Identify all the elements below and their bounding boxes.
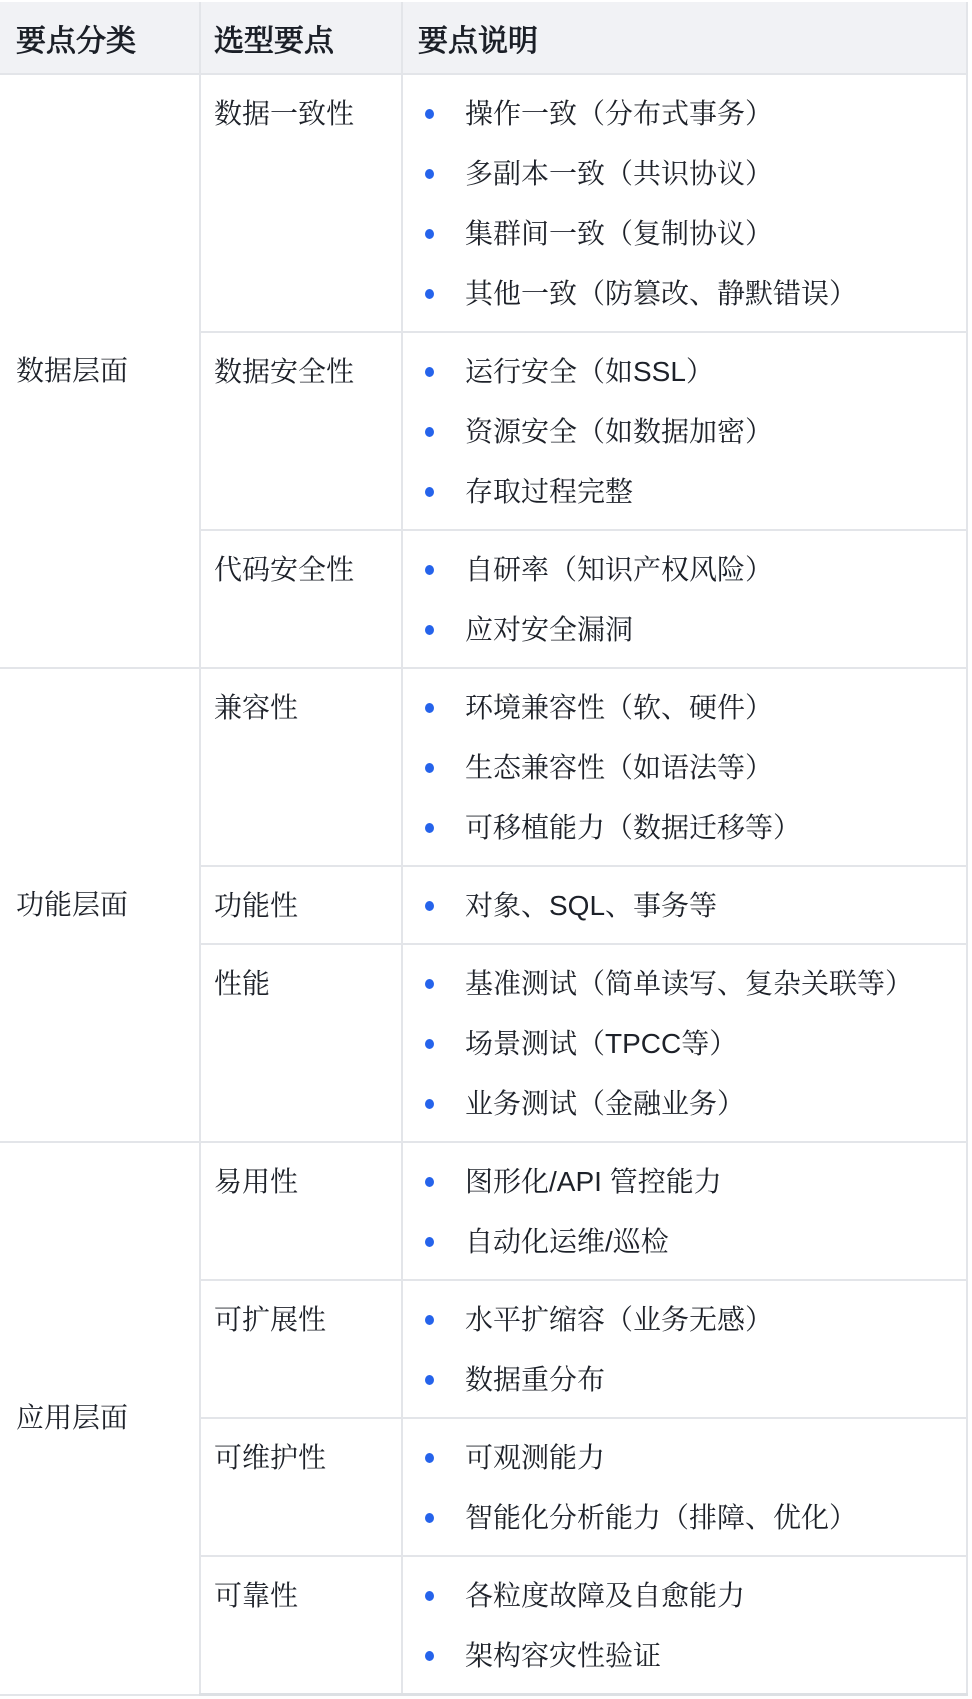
aspect-cell: 功能性 [200, 866, 402, 944]
bullet-icon [425, 823, 434, 833]
bullet-item [403, 677, 966, 737]
bullet-text: 架构容灾性验证 [465, 1640, 662, 1671]
bullet-icon [425, 1375, 434, 1385]
bullet-text: 水平扩缩容（业务无感） [465, 1304, 774, 1335]
bullet-icon [425, 367, 434, 377]
bullet-text: 操作一致（分布式事务） [465, 98, 774, 129]
bullet-item [403, 875, 966, 935]
bullet-text: 集群间一致（复制协议） [465, 218, 774, 249]
bullet-text: 对象、SQL、事务等 [465, 890, 718, 921]
bullet-item [403, 341, 966, 401]
bullet-icon [425, 1315, 434, 1325]
category-cell: 数据层面 [0, 74, 200, 668]
selection-criteria-table [0, 2, 968, 1696]
bullet-item [403, 83, 966, 143]
aspect-cell: 兼容性 [200, 668, 402, 866]
bullet-text: 存取过程完整 [465, 476, 634, 507]
bullet-text: 生态兼容性（如语法等） [465, 752, 774, 783]
description-cell [402, 1418, 967, 1556]
bullet-text: 可观测能力 [465, 1442, 606, 1473]
bullet-text: 图形化/API 管控能力 [465, 1166, 722, 1197]
bullet-text: 各粒度故障及自愈能力 [465, 1580, 746, 1611]
bullet-text: 自研率（知识产权风险） [465, 554, 774, 585]
bullet-icon [425, 763, 434, 773]
bullet-item [403, 1427, 966, 1487]
bullet-text: 其他一致（防篡改、静默错误） [465, 278, 858, 309]
bullet-text: 多副本一致（共识协议） [465, 158, 774, 189]
bullet-icon [425, 1039, 434, 1049]
bullet-text: 自动化运维/巡检 [465, 1226, 669, 1257]
bullet-list [403, 1151, 966, 1271]
bullet-item [403, 203, 966, 263]
bullet-text: 智能化分析能力（排障、优化） [465, 1502, 858, 1533]
bullet-icon [425, 979, 434, 989]
bullet-item [403, 1625, 966, 1685]
bullet-icon [425, 565, 434, 575]
bullet-icon [425, 1099, 434, 1109]
bullet-list [403, 1427, 966, 1547]
bullet-icon [425, 1453, 434, 1463]
bullet-list [403, 953, 966, 1133]
bullet-item [403, 737, 966, 797]
bullet-icon [425, 1237, 434, 1247]
aspect-cell: 数据安全性 [200, 332, 402, 530]
bullet-item [403, 1289, 966, 1349]
bullet-item [403, 1349, 966, 1409]
bullet-item [403, 797, 966, 857]
bullet-list [403, 677, 966, 857]
bullet-icon [425, 289, 434, 299]
category-cell: 应用层面 [0, 1142, 200, 1695]
aspect-cell: 代码安全性 [200, 530, 402, 668]
bullet-text: 应对安全漏洞 [465, 614, 634, 645]
bullet-text: 场景测试（TPCC等） [465, 1028, 738, 1059]
bullet-icon [425, 229, 434, 239]
bullet-item [403, 599, 966, 659]
bullet-text: 数据重分布 [465, 1364, 606, 1395]
aspect-cell: 性能 [200, 944, 402, 1142]
description-cell [402, 530, 967, 668]
bullet-item [403, 143, 966, 203]
table-body [0, 74, 967, 1695]
column-header-category: 要点分类 [0, 2, 200, 74]
bullet-item [403, 1013, 966, 1073]
table-row [0, 1142, 967, 1280]
bullet-item [403, 461, 966, 521]
bullet-icon [425, 625, 434, 635]
bullet-list [403, 1289, 966, 1409]
bullet-item [403, 1487, 966, 1547]
bullet-list [403, 539, 966, 659]
bullet-icon [425, 703, 434, 713]
bullet-item [403, 1565, 966, 1625]
description-cell [402, 1556, 967, 1695]
bullet-text: 资源安全（如数据加密） [465, 416, 774, 447]
bullet-text: 业务测试（金融业务） [465, 1088, 746, 1119]
bullet-list [403, 83, 966, 323]
category-cell: 功能层面 [0, 668, 200, 1142]
bullet-list [403, 1565, 966, 1685]
aspect-cell: 可扩展性 [200, 1280, 402, 1418]
column-header-description: 要点说明 [402, 2, 967, 74]
aspect-cell: 数据一致性 [200, 74, 402, 332]
bullet-text: 运行安全（如SSL） [465, 356, 714, 387]
bullet-item [403, 1073, 966, 1133]
bullet-item [403, 1211, 966, 1271]
bullet-icon [425, 901, 434, 911]
aspect-cell: 可维护性 [200, 1418, 402, 1556]
bullet-item [403, 539, 966, 599]
aspect-cell: 可靠性 [200, 1556, 402, 1695]
aspect-cell: 易用性 [200, 1142, 402, 1280]
bullet-list [403, 875, 966, 935]
bullet-list [403, 341, 966, 521]
bullet-text: 环境兼容性（软、硬件） [465, 692, 774, 723]
description-cell [402, 866, 967, 944]
bullet-text: 可移植能力（数据迁移等） [465, 812, 802, 843]
bullet-icon [425, 169, 434, 179]
bullet-icon [425, 487, 434, 497]
bullet-item [403, 1151, 966, 1211]
description-cell [402, 332, 967, 530]
bullet-icon [425, 1651, 434, 1661]
table-row [0, 668, 967, 866]
description-cell [402, 1142, 967, 1280]
description-cell [402, 1280, 967, 1418]
bullet-icon [425, 1591, 434, 1601]
header-row [0, 2, 967, 74]
column-header-aspect: 选型要点 [200, 2, 402, 74]
bullet-icon [425, 1513, 434, 1523]
table-header [0, 2, 967, 74]
description-cell [402, 944, 967, 1142]
bullet-text: 基准测试（简单读写、复杂关联等） [465, 968, 914, 999]
bullet-item [403, 401, 966, 461]
description-cell [402, 668, 967, 866]
bullet-icon [425, 109, 434, 119]
table-row [0, 74, 967, 332]
bullet-icon [425, 427, 434, 437]
bullet-item [403, 953, 966, 1013]
bullet-icon [425, 1177, 434, 1187]
bullet-item [403, 263, 966, 323]
description-cell [402, 74, 967, 332]
